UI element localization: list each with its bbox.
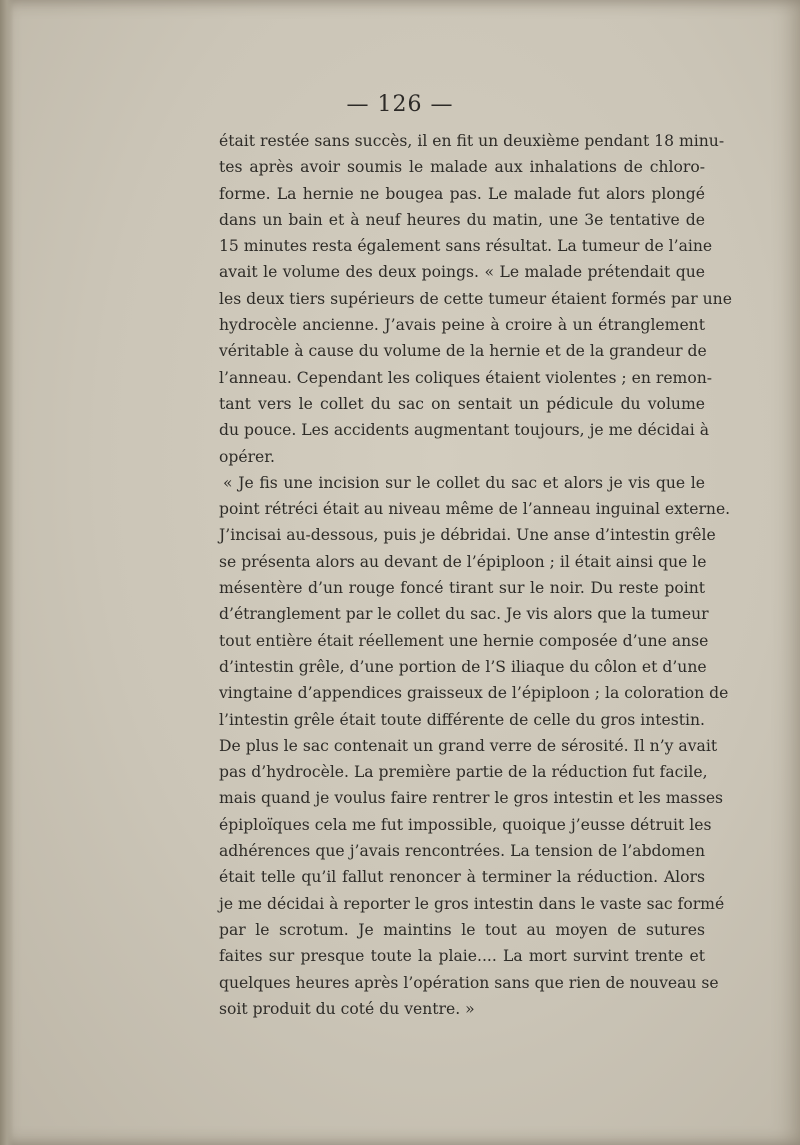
text-line: De plus le sac contenait un grand verre de sérosité. Il n’y avait (219, 736, 718, 755)
text-line: tes après avoir soumis le malade aux inhalations de chloro- (219, 158, 705, 177)
body-text (219, 128, 732, 1022)
text-line: hydrocèle ancienne. J’avais peine à croire à un étranglement (219, 316, 705, 335)
text-line: l’intestin grêle était toute différente de celle du gros intestin. (219, 710, 706, 729)
text-line: du pouce. Les accidents augmentant toujours, je me décidai à (219, 421, 710, 440)
text-line: mésentère d’un rouge foncé tirant sur le noir. Du reste point (219, 579, 705, 598)
text-line: soit produit du coté du ventre. » (219, 999, 475, 1018)
text-line: tout entière était réellement une hernie composée d’une anse (219, 631, 709, 650)
page-binding-edge (0, 0, 14, 1145)
text-line: pas d’hydrocèle. La première partie de la réduction fut facile, (219, 763, 708, 782)
text-line: vingtaine d’appendices graisseux de l’épiploon ; la coloration de (219, 684, 729, 703)
text-line: avait le volume des deux poings. « Le malade prétendait que (219, 263, 705, 282)
text-line: l’anneau. Cependant les coliques étaient violentes ; en remon- (219, 368, 713, 387)
text-line: était telle qu’il fallut renoncer à terminer la réduction. Alors (219, 868, 705, 887)
text-line: quelques heures après l’opération sans que rien de nouveau se (219, 973, 719, 992)
text-line: forme. La hernie ne bougea pas. Le malade fut alors plongé (219, 184, 705, 203)
text-line: mais quand je voulus faire rentrer le gros intestin et les masses (219, 789, 724, 808)
text-line: se présenta alors au devant de l’épiploon ; il était ainsi que le (219, 552, 707, 571)
text-line: était restée sans succès, il en fit un deuxième pendant 18 minu- (219, 132, 725, 150)
text-line: point rétréci était au niveau même de l’anneau inguinal externe. (219, 500, 731, 519)
text-line: par le scrotum. Je maintins le tout au moyen de sutures (219, 920, 705, 939)
text-line: adhérences que j’avais rencontrées. La tension de l’abdomen (219, 842, 705, 861)
text-line: d’intestin grêle, d’une portion de l’S iliaque du côlon et d’une (219, 657, 707, 676)
text-line: épiploïques cela me fut impossible, quoique j’eusse détruit les (219, 815, 712, 834)
text-line: « Je fis une incision sur le collet du sac et alors je vis que le (223, 473, 705, 492)
text-line: dans un bain et à neuf heures du matin, une 3e tentative de (219, 210, 705, 229)
text-line: véritable à cause du volume de la hernie et de la grandeur de (219, 342, 707, 361)
text-line: J’incisai au-dessous, puis je débridai. Une anse d’intestin grêle (219, 526, 716, 545)
text-line: 15 minutes resta également sans résultat. La tumeur de l’aine (219, 237, 713, 256)
text-line: opérer. (219, 447, 275, 466)
text-line: d’étranglement par le collet du sac. Je vis alors que la tumeur (219, 605, 709, 624)
text-line: les deux tiers supérieurs de cette tumeur étaient formés par une (219, 289, 732, 308)
page-number: — 126 — (346, 92, 454, 117)
text-line: tant vers le collet du sac on sentait un pédicule du volume (219, 394, 705, 413)
text-line: faites sur presque toute la plaie.... La mort survint trente et (219, 947, 705, 966)
text-line: je me décidai à reporter le gros intestin dans le vaste sac formé (219, 894, 725, 913)
